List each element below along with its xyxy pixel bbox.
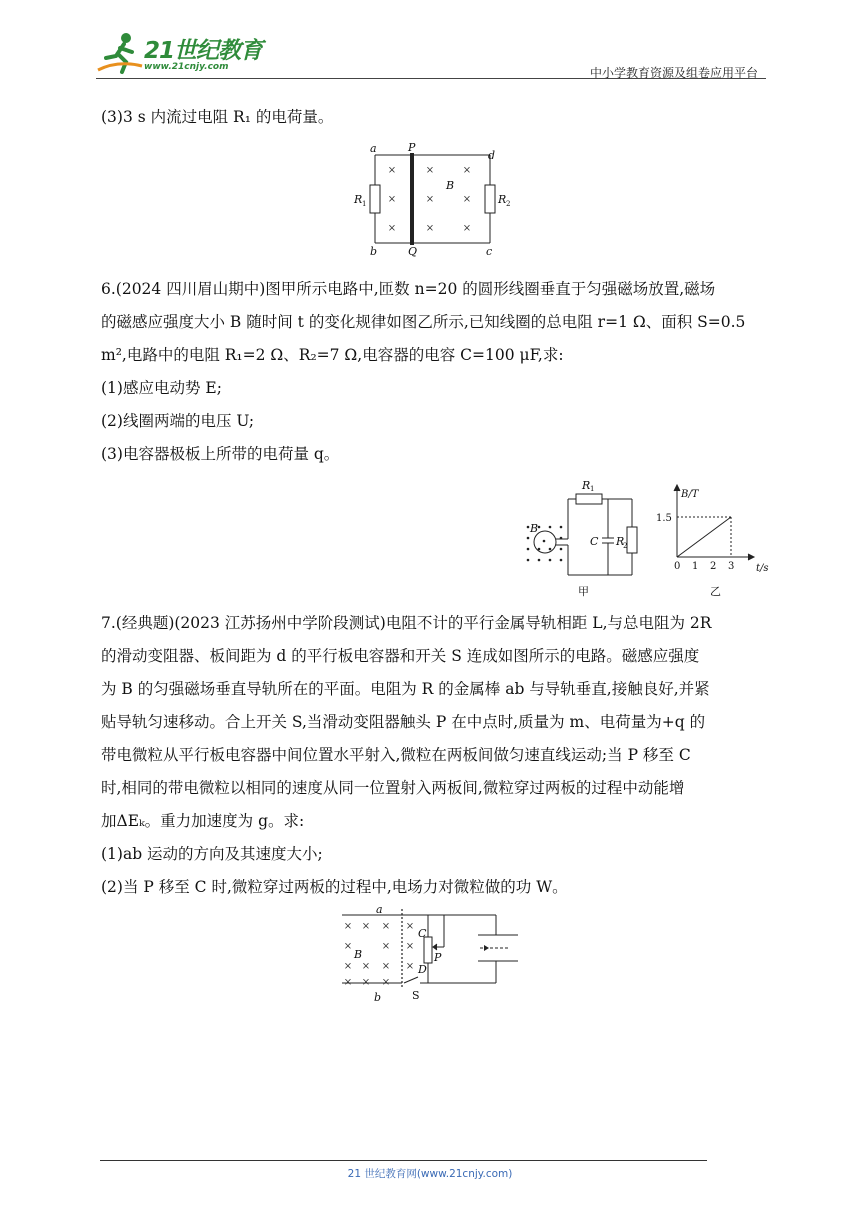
svg-text:×: × xyxy=(387,165,397,176)
label-R1-sub: 1 xyxy=(590,485,595,493)
svg-text:×: × xyxy=(462,223,472,234)
label-Q: Q xyxy=(408,245,418,258)
svg-text:×: × xyxy=(425,223,435,234)
q7-line7: 加ΔEₖ。重力加速度为 g。求: xyxy=(101,812,305,830)
label-P: P xyxy=(434,951,442,964)
q6-part2: (2)线圈两端的电压 U; xyxy=(101,412,255,430)
caption-b: 乙 xyxy=(710,585,721,598)
q7-part1: (1)ab 运动的方向及其速度大小; xyxy=(101,845,323,863)
svg-text:×: × xyxy=(387,223,397,234)
svg-text:×: × xyxy=(462,165,472,176)
label-S: S xyxy=(412,989,420,1002)
label-a: a xyxy=(370,142,377,155)
svg-text:×: × xyxy=(361,921,371,932)
label-R2: R xyxy=(616,535,625,548)
label-C: C xyxy=(590,535,599,548)
svg-text:×: × xyxy=(462,194,472,205)
graph-xtick-1: 1 xyxy=(692,561,699,572)
q7-line1: 7.(经典题)(2023 江苏扬州中学阶段测试)电阻不计的平行金属导轨相距 L,与总电阻为 2R xyxy=(101,614,712,632)
label-B: B xyxy=(530,522,539,535)
footer-link[interactable]: 21 世纪教育网(www.21cnjy.com) xyxy=(347,1168,513,1180)
svg-text:×: × xyxy=(343,961,353,972)
platform-name: 中小学教育资源及组卷应用平台 xyxy=(589,66,758,80)
label-R2-sub: 2 xyxy=(623,542,628,550)
svg-text:×: × xyxy=(361,961,371,972)
label-R1: R xyxy=(354,193,363,206)
header-divider xyxy=(96,78,766,79)
label-b: b xyxy=(370,245,378,258)
figure-rail-circuit xyxy=(350,143,510,258)
figure-rail-rheostat-capacitor xyxy=(338,905,528,1005)
label-D: D xyxy=(418,963,427,976)
svg-text:×: × xyxy=(343,941,353,952)
svg-text:×: × xyxy=(343,921,353,932)
label-R1: R xyxy=(582,479,591,492)
svg-text:×: × xyxy=(361,977,371,988)
figure-coil-circuit-and-graph xyxy=(520,475,770,600)
logo-url: www.21cnjy.com xyxy=(144,62,229,72)
graph-xtick-0: 0 xyxy=(674,561,681,572)
svg-text:×: × xyxy=(381,921,391,932)
label-R1-sub: 1 xyxy=(362,200,367,208)
runner-logo-icon xyxy=(96,30,144,76)
label-C: C xyxy=(418,927,427,940)
label-a: a xyxy=(376,903,383,916)
label-B: B xyxy=(354,948,363,961)
graph-ytick: 1.5 xyxy=(656,513,672,524)
label-B: B xyxy=(446,179,455,192)
svg-text:×: × xyxy=(405,921,415,932)
q7-line5: 带电微粒从平行板电容器中间位置水平射入,微粒在两板间做匀速直线运动;当 P 移至 C xyxy=(101,746,691,764)
svg-text:×: × xyxy=(387,194,397,205)
label-c: c xyxy=(486,245,493,258)
graph-ylabel: B/T xyxy=(681,489,699,500)
q6-part3: (3)电容器极板上所带的电荷量 q。 xyxy=(101,445,340,463)
svg-text:×: × xyxy=(405,941,415,952)
label-b: b xyxy=(374,991,382,1004)
q7-line2: 的滑动变阻器、板间距为 d 的平行板电容器和开关 S 连成如图所示的电路。磁感应强度 xyxy=(101,647,700,665)
label-R2-sub: 2 xyxy=(506,200,511,208)
q6-line3: m²,电路中的电阻 R₁=2 Ω、R₂=7 Ω,电容器的电容 C=100 μF,求: xyxy=(101,346,564,364)
q7-line3: 为 B 的匀强磁场垂直导轨所在的平面。电阻为 R 的金属棒 ab 与导轨垂直,接触良好,并紧 xyxy=(101,680,710,698)
graph-xtick-2: 2 xyxy=(710,561,717,572)
q6-line2: 的磁感应强度大小 B 随时间 t 的变化规律如图乙所示,已知线圈的总电阻 r=1 Ω、面积 S=0.5 xyxy=(101,313,746,331)
footer-divider xyxy=(100,1160,707,1161)
label-P: P xyxy=(408,141,416,154)
svg-text:×: × xyxy=(343,977,353,988)
q6-part1: (1)感应电动势 E; xyxy=(101,379,222,397)
label-d: d xyxy=(488,149,496,162)
q6-line1: 6.(2024 四川眉山期中)图甲所示电路中,匝数 n=20 的圆形线圈垂直于匀强磁场放置,磁场 xyxy=(101,280,716,298)
svg-text:×: × xyxy=(381,977,391,988)
site-logo xyxy=(96,30,266,80)
graph-xlabel: t/s xyxy=(756,563,769,574)
svg-text:×: × xyxy=(425,165,435,176)
logo-text: 21世纪教育 xyxy=(144,38,263,64)
svg-text:×: × xyxy=(381,941,391,952)
page-header xyxy=(96,30,766,82)
q7-line6: 时,相同的带电微粒以相同的速度从同一位置射入两板间,微粒穿过两板的过程中动能增 xyxy=(101,779,685,797)
svg-text:×: × xyxy=(381,961,391,972)
graph-xtick-3: 3 xyxy=(728,561,735,572)
label-R2: R xyxy=(498,193,507,206)
q7-line4: 贴导轨匀速移动。合上开关 S,当滑动变阻器触头 P 在中点时,质量为 m、电荷量为+q 的 xyxy=(101,713,706,731)
svg-text:×: × xyxy=(405,961,415,972)
q5-part3: (3)3 s 内流过电阻 R₁ 的电荷量。 xyxy=(101,108,334,126)
caption-a: 甲 xyxy=(578,585,589,598)
svg-text:×: × xyxy=(425,194,435,205)
q7-part2: (2)当 P 移至 C 时,微粒穿过两板的过程中,电场力对微粒做的功 W。 xyxy=(101,878,568,896)
